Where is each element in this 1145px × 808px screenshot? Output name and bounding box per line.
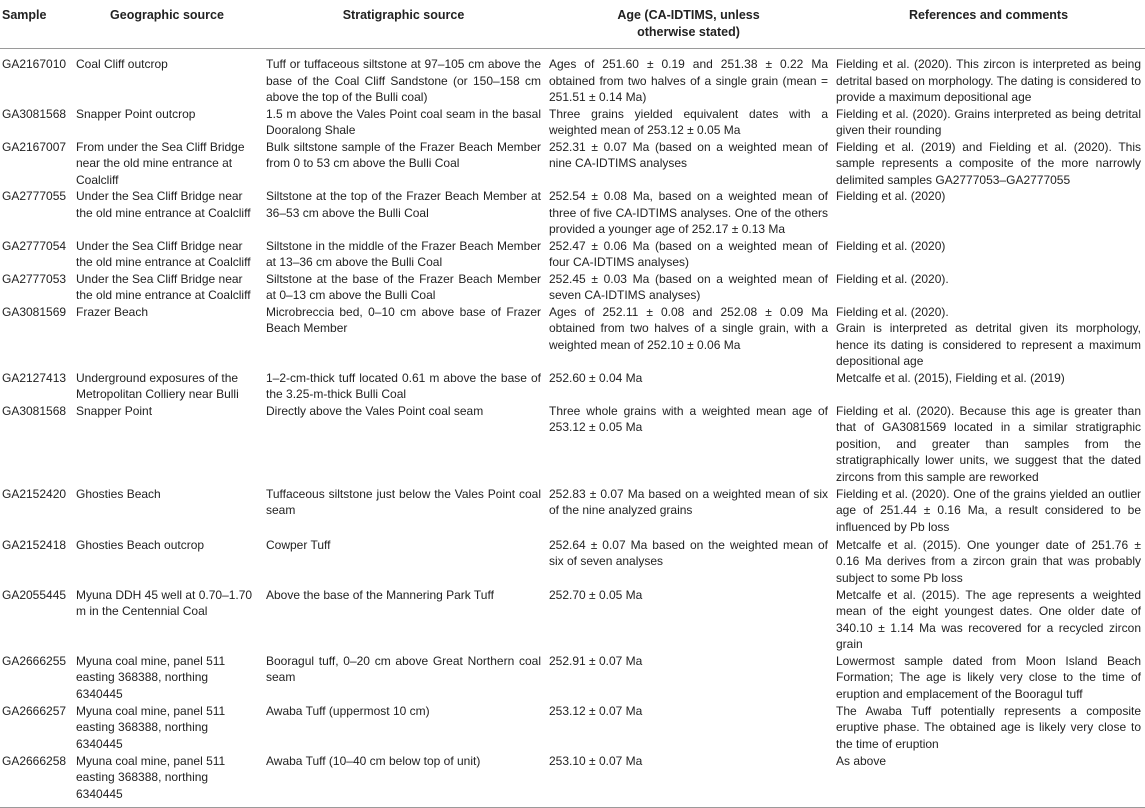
cell-geographic-source: Myuna DDH 45 well at 0.70–1.70 m in the Centennial Coal bbox=[76, 587, 253, 618]
cell-geographic-source: Ghosties Beach outcrop bbox=[76, 537, 205, 552]
cell-references-line2: Grain is interpreted as detrital given its morphology, hence its dating is considered to represent a maximum depositional age bbox=[836, 321, 1141, 368]
table-row bbox=[0, 753, 1145, 808]
cell-geographic-source: Myuna coal mine, panel 511 easting 368388, northing 6340445 bbox=[76, 703, 226, 751]
cell-stratigraphic-source: Siltstone in the middle of the Frazer Beach Member at 13–36 cm above the Bulli Coal bbox=[266, 238, 541, 269]
header-age-line2: otherwise stated) bbox=[637, 24, 740, 39]
cell-references: Fielding et al. (2020). bbox=[836, 271, 949, 286]
cell-age: Three grains yielded equivalent dates with a weighted mean of 253.12 ± 0.05 Ma bbox=[549, 106, 828, 137]
cell-geographic-source: Under the Sea Cliff Bridge near the old mine entrance at Coalcliff bbox=[76, 271, 251, 302]
cell-geographic-source: Under the Sea Cliff Bridge near the old mine entrance at Coalcliff bbox=[76, 189, 251, 220]
cell-references-line1: Fielding et al. (2020). bbox=[836, 304, 949, 319]
cell-age: 252.91 ± 0.07 Ma bbox=[549, 653, 643, 668]
header-geographic-source: Geographic source bbox=[72, 0, 262, 49]
cell-age: 252.45 ± 0.03 Ma (based on a weighted mean of seven CA-IDTIMS analyses) bbox=[549, 271, 828, 302]
cell-references: Fielding et al. (2020) bbox=[836, 238, 946, 253]
cell-sample: GA2666255 bbox=[2, 653, 67, 668]
cell-sample: GA2152420 bbox=[2, 486, 67, 501]
cell-references: Fielding et al. (2020). One of the grains yielded an outlier age of 251.44 ± 0.16 Ma, a result considered to be influenced by Pb loss bbox=[836, 486, 1141, 534]
cell-sample: GA2167007 bbox=[2, 139, 67, 154]
table-row bbox=[0, 188, 1145, 238]
table-row bbox=[0, 238, 1145, 271]
cell-stratigraphic-source: 1.5 m above the Vales Point coal seam in the basal Dooralong Shale bbox=[266, 106, 541, 137]
cell-age: 253.12 ± 0.07 Ma bbox=[549, 703, 643, 718]
table-row bbox=[0, 49, 1145, 106]
cell-stratigraphic-source: 1–2-cm-thick tuff located 0.61 m above the base of the 3.25-m-thick Bulli Coal bbox=[266, 370, 541, 401]
cell-age: 252.47 ± 0.06 Ma (based on a weighted mean of four CA-IDTIMS analyses) bbox=[549, 238, 828, 269]
cell-age: 252.83 ± 0.07 Ma based on a weighted mean of six of the nine analyzed grains bbox=[549, 486, 828, 517]
cell-stratigraphic-source: Directly above the Vales Point coal seam bbox=[266, 403, 484, 418]
cell-sample: GA2777053 bbox=[2, 271, 67, 286]
cell-references: The Awaba Tuff potentially represents a composite eruptive phase. The obtained age is likely very close to the time of eruption bbox=[836, 703, 1141, 751]
cell-stratigraphic-source: Awaba Tuff (10–40 cm below top of unit) bbox=[266, 753, 481, 768]
cell-stratigraphic-source: Microbreccia bed, 0–10 cm above base of Frazer Beach Member bbox=[266, 304, 541, 335]
cell-geographic-source: Myuna coal mine, panel 511 easting 368388, northing 6340445 bbox=[76, 753, 226, 801]
cell-geographic-source: Ghosties Beach bbox=[76, 486, 161, 501]
header-row bbox=[0, 0, 1145, 49]
cell-references: Fielding et al. (2020). This zircon is interpreted as being detrital based on morphology. The dating is considered to provide a maximum depositional age bbox=[836, 57, 1141, 104]
cell-references bbox=[832, 304, 1145, 370]
cell-age: 252.64 ± 0.07 Ma based on the weighted mean of six of seven analyses bbox=[549, 537, 828, 568]
header-sample: Sample bbox=[0, 0, 72, 49]
table-row bbox=[0, 703, 1145, 753]
cell-age: Three whole grains with a weighted mean age of 253.12 ± 0.05 Ma bbox=[549, 403, 828, 434]
cell-sample: GA2777055 bbox=[2, 189, 67, 203]
cell-geographic-source: Under the Sea Cliff Bridge near the old mine entrance at Coalcliff bbox=[76, 238, 251, 269]
cell-references: Metcalfe et al. (2015). One younger date of 251.76 ± 0.16 Ma derives from a zircon grain that was probably subject to some Pb loss bbox=[836, 537, 1141, 585]
cell-age: Ages of 251.60 ± 0.19 and 251.38 ± 0.22 Ma obtained from two halves of a single grain (mean = 251.51 ± 0.14 Ma) bbox=[549, 57, 828, 104]
cell-stratigraphic-source: Awaba Tuff (uppermost 10 cm) bbox=[266, 703, 430, 718]
cell-sample: GA2666257 bbox=[2, 703, 67, 718]
table-row bbox=[0, 486, 1145, 537]
cell-sample: GA2152418 bbox=[2, 537, 67, 552]
cell-sample: GA3081568 bbox=[2, 403, 67, 418]
cell-sample: GA3081569 bbox=[2, 304, 67, 319]
cell-geographic-source: From under the Sea Cliff Bridge near the old mine entrance at Coalcliff bbox=[76, 139, 245, 187]
cell-stratigraphic-source: Above the base of the Mannering Park Tuff bbox=[266, 587, 494, 602]
cell-references: Metcalfe et al. (2015). The age represents a weighted mean of the eight youngest dates. One older date of 340.10 ± 1.14 Ma was recovered for a recycled zircon grain bbox=[836, 587, 1141, 651]
cell-age: 252.54 ± 0.08 Ma, based on a weighted mean of three of five CA-IDTIMS analyses. One of the others provided a younger age of 252.17 ± 0.13 Ma bbox=[549, 189, 828, 236]
cell-geographic-source: Frazer Beach bbox=[76, 304, 149, 319]
header-references: References and comments bbox=[832, 0, 1145, 49]
cell-age: Ages of 252.11 ± 0.08 and 252.08 ± 0.09 Ma obtained from two halves of a single grain, with a weighted mean of 252.10 ± 0.06 Ma bbox=[549, 304, 828, 352]
cell-geographic-source: Underground exposures of the Metropolitan Colliery near Bulli bbox=[76, 370, 239, 401]
cell-geographic-source: Snapper Point outcrop bbox=[76, 106, 196, 121]
header-age bbox=[545, 0, 832, 49]
table-row bbox=[0, 271, 1145, 304]
cell-references: Fielding et al. (2020). Because this age is greater than that of GA3081569 located in a similar stratigraphic position, and greater than samples from the stratigraphically lower units, we suggest that the dated zircons from this sample are reworked bbox=[836, 403, 1141, 484]
table-row bbox=[0, 139, 1145, 189]
cell-stratigraphic-source: Bulk siltstone sample of the Frazer Beach Member from 0 to 53 cm above the Bulli Coal bbox=[266, 139, 541, 170]
cell-references: Fielding et al. (2019) and Fielding et al. (2020). This sample represents a composite of the more narrowly delimited samples GA2777053–GA2777055 bbox=[836, 139, 1141, 187]
cell-geographic-source: Snapper Point bbox=[76, 403, 153, 418]
cell-sample: GA2167010 bbox=[2, 57, 67, 71]
header-age-line1: Age (CA-IDTIMS, unless bbox=[617, 8, 760, 22]
table-row bbox=[0, 587, 1145, 653]
cell-age: 252.60 ± 0.04 Ma bbox=[549, 370, 643, 385]
cell-geographic-source: Myuna coal mine, panel 511 easting 368388, northing 6340445 bbox=[76, 653, 226, 701]
cell-stratigraphic-source: Booragul tuff, 0–20 cm above Great Northern coal seam bbox=[266, 653, 541, 684]
cell-references: As above bbox=[836, 753, 887, 768]
cell-age: 252.31 ± 0.07 Ma (based on a weighted mean of nine CA-IDTIMS analyses bbox=[549, 139, 828, 170]
table-row bbox=[0, 403, 1145, 486]
table-row bbox=[0, 106, 1145, 139]
table-row bbox=[0, 537, 1145, 587]
cell-sample: GA2127413 bbox=[2, 370, 67, 385]
cell-sample: GA2777054 bbox=[2, 238, 67, 253]
cell-references: Fielding et al. (2020). Grains interpreted as being detrital given their rounding bbox=[836, 106, 1141, 137]
cell-stratigraphic-source: Cowper Tuff bbox=[266, 537, 331, 552]
cell-references: Fielding et al. (2020) bbox=[836, 189, 946, 203]
cell-stratigraphic-source: Siltstone at the base of the Frazer Beach Member at 0–13 cm above the Bulli Coal bbox=[266, 271, 541, 302]
cell-age: 252.70 ± 0.05 Ma bbox=[549, 587, 643, 602]
cell-sample: GA2055445 bbox=[2, 587, 67, 602]
cell-stratigraphic-source: Siltstone at the top of the Frazer Beach Member at 36–53 cm above the Bulli Coal bbox=[266, 189, 541, 220]
table-row bbox=[0, 304, 1145, 370]
cell-sample: GA2666258 bbox=[2, 753, 67, 768]
cell-stratigraphic-source: Tuffaceous siltstone just below the Vales Point coal seam bbox=[266, 486, 541, 517]
table-row bbox=[0, 370, 1145, 403]
cell-sample: GA3081568 bbox=[2, 106, 67, 121]
header-stratigraphic-source: Stratigraphic source bbox=[262, 0, 545, 49]
table-row bbox=[0, 653, 1145, 703]
cell-references: Metcalfe et al. (2015), Fielding et al. (2019) bbox=[836, 370, 1065, 385]
cell-references: Lowermost sample dated from Moon Island Beach Formation; The age is likely very close to the time of eruption and emplacement of the Booragul tuff bbox=[836, 653, 1141, 701]
cell-stratigraphic-source: Tuff or tuffaceous siltstone at 97–105 cm above the base of the Coal Cliff Sandstone (or 150–158 cm above the top of the Bulli coal) bbox=[266, 57, 541, 104]
cell-geographic-source: Coal Cliff outcrop bbox=[76, 57, 168, 71]
cell-age: 253.10 ± 0.07 Ma bbox=[549, 753, 643, 768]
